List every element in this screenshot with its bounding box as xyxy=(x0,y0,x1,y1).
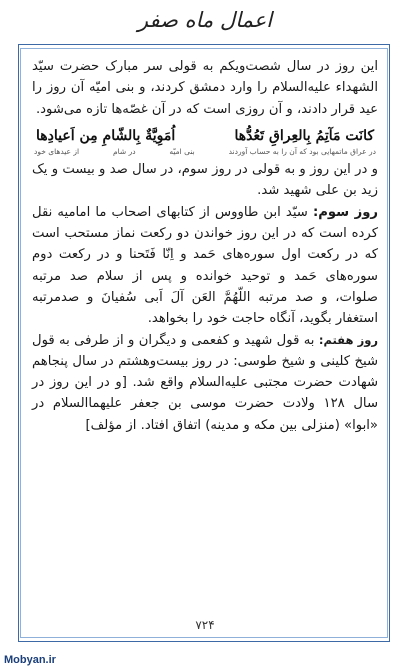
paragraph-day3 xyxy=(32,202,378,330)
poem-hemistich-left: اُمَوِيَّةٌ بِالشّامِ مِن اَعيادِها xyxy=(36,127,176,144)
gloss-right: در عراق ماتمهایی بود که آن را به حساب آوردند xyxy=(228,147,376,157)
gloss-left: از عیدهای خود xyxy=(34,147,80,157)
day3-text: سیّد ابن طاووس از کتابهای اصحاب ما امامیه نقل کرده است که در این روز خواندن دو رکعت نماز مستحب است که در رکعت اول سوره‌های حَمد و اِنّا فَتَحنا و در رکعت دوم سوره‌های حَمد و توحید خوانده و پس از سلام صد مرتبه صلوات، و صد مرتبه اللّهُمَّ العَن آلَ اَبی سُفیانَ و صدمرتبه استغفار بگوید، آنگاه حاجت خود را بخواهد. xyxy=(32,204,378,327)
watermark: Mobyan.ir xyxy=(4,654,56,666)
poem-verse xyxy=(32,126,378,147)
gloss-mid-1: بنی امیّه xyxy=(169,147,195,157)
gloss-mid-2: در شام xyxy=(112,147,136,157)
poem-hemistich-right: كانَت مَآتِمُ بِالعِراقِ تَعُدُّها xyxy=(234,127,374,144)
text-body xyxy=(32,56,378,436)
paragraph-day7 xyxy=(32,330,378,436)
page-number: ۷۲۴ xyxy=(195,618,215,632)
poem-gloss xyxy=(32,147,378,157)
day7-text: به قول شهید و کفعمی و دیگران و از طرفی به قول شیخ کلینی و شیخ طوسی: در روز بیست‌وهشتم در سال پنجاهم شهادت حضرت مجتبی علیه‌السلام واقع شد. [و در این روز در سال ۱۲۸ ولادت حضرت موسی بن جعفر علیهما‌السلام در «ابوا» (منزلی بین مکه و مدینه) اتفاق افتاد. از مؤلف] xyxy=(32,332,378,433)
paragraph-2: و در این روز و به قولی در روز سوم، در سال صد و بیست و یک زید بن علی شهید شد. xyxy=(32,162,378,199)
paragraph-1: این روز در سال شصت‌ویکم به قولی سر مبارک حضرت سیّد الشهداء علیه‌السلام را وارد دمشق کردند، و بنی امیّه آن روز را عید قرار دادند، و آن روزی است که در آن غصّه‌ها تازه می‌شود. xyxy=(32,59,378,117)
day7-label: روز هفتم: xyxy=(318,332,378,347)
page-title: اعمال ماه صفر xyxy=(137,8,273,32)
day3-label: روز سوم: xyxy=(312,204,378,220)
